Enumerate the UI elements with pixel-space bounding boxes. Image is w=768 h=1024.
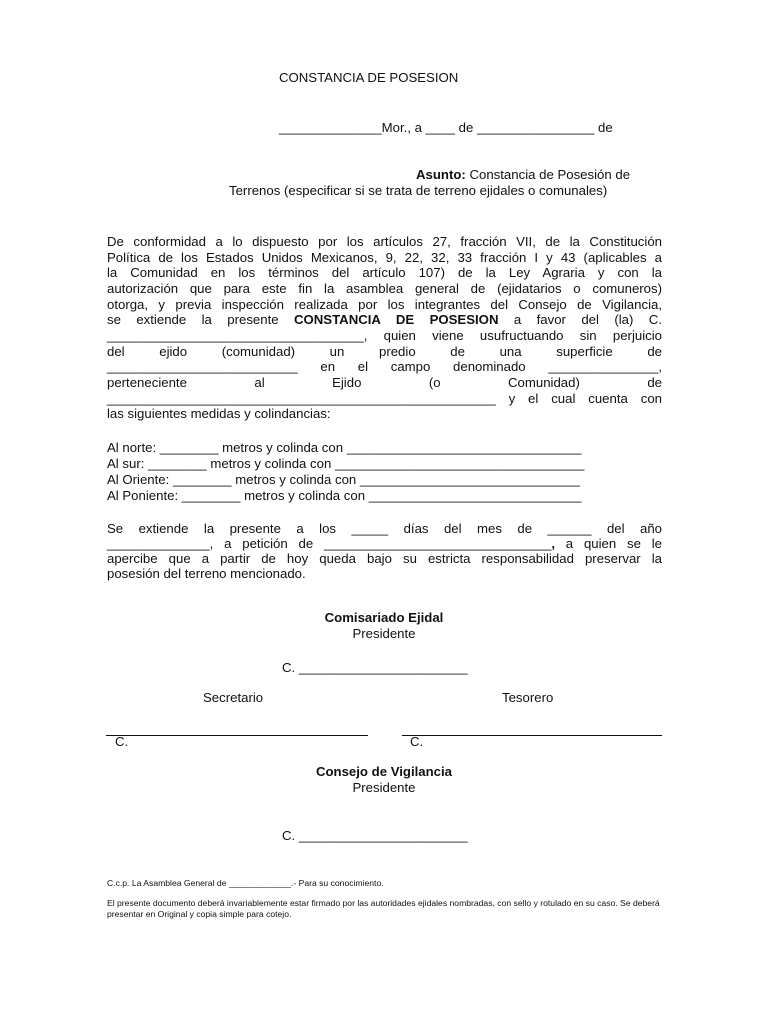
body-line: las siguientes medidas y colindancias: — [107, 406, 331, 421]
body-line: _____________________________________________________ y el cual cuenta con — [107, 391, 662, 406]
treasurer-label: Tesorero — [502, 690, 554, 705]
comisariado-heading: Comisariado Ejidal — [324, 610, 444, 625]
boundary-south: Al sur: ________ metros y colinda con __________________________________ — [107, 456, 585, 471]
body-text: se extiende la presente — [107, 312, 294, 327]
boundary-north: Al norte: ________ metros y colinda con ________________________________ — [107, 440, 582, 455]
body-line: perteneciente al Ejido (o Comunidad) de — [107, 375, 662, 390]
body-line: del ejido (comunidad) un predio de una superficie de — [107, 344, 662, 359]
body-line — [107, 312, 662, 328]
closing-comma: , — [551, 536, 556, 551]
subject-line-2: Terrenos (especificar si se trata de terreno ejidales o comunales) — [229, 183, 608, 198]
boundary-west: Al Poniente: ________ metros y colinda con _____________________________ — [107, 488, 582, 503]
subject-line-1 — [416, 167, 630, 183]
body-line: la Comunidad en los términos del artículo 107) de la Ley Agraria y con la — [107, 265, 662, 280]
closing-line: apercibe que a partir de hoy queda bajo su estricta responsabilidad preservar la — [107, 551, 662, 566]
body-line: autorización que para este fin la asamblea general de (ejidatarios o comuneros) — [107, 281, 662, 296]
body-line: De conformidad a lo dispuesto por los artículos 27, fracción VII, de la Constitución — [107, 234, 662, 249]
body-line: ___________________________________, quien viene usufructuando sin perjuicio — [107, 328, 662, 343]
president-1-signature: C. _______________________ — [282, 660, 468, 675]
body-text: a favor del (la) C. — [498, 312, 662, 327]
body-line: Política de los Estados Unidos Mexicanos, 9, 22, 32, 33 fracción I y 43 (aplicables a — [107, 250, 662, 265]
subject-label: Asunto: — [416, 167, 466, 182]
closing-line: Se extiende la presente a los _____ días del mes de ______ del año — [107, 521, 662, 536]
secretary-c: C. — [115, 734, 129, 749]
secretary-signature-line — [106, 735, 368, 736]
body-line: __________________________ en el campo denominado _______________, — [107, 359, 662, 374]
document-title: CONSTANCIA DE POSESION — [279, 70, 459, 85]
president-1-label: Presidente — [352, 626, 416, 641]
footer-note: El presente documento deberá invariablemente estar firmado por las autoridades ejidales nombradas, con sello y rotulado en su caso. Se deberá presentar en Original y copia simple para cotejo. — [107, 898, 660, 919]
president-2-signature: C. _______________________ — [282, 828, 468, 843]
body-line: otorga, y previa inspección realizada por los integrantes del Consejo de Vigilancia, — [107, 297, 662, 312]
treasurer-c: C. — [410, 734, 424, 749]
closing-text: a quien se le — [555, 536, 662, 551]
president-2-label: Presidente — [352, 780, 416, 795]
ccp-line: C.c.p. La Asamblea General de _____________.- Para su conocimiento. — [107, 878, 384, 888]
closing-line — [107, 536, 662, 552]
closing-line: posesión del terreno mencionado. — [107, 566, 306, 581]
consejo-heading: Consejo de Vigilancia — [315, 764, 453, 779]
closing-text: ______________, a petición de _______________________________ — [107, 536, 552, 551]
treasurer-signature-line — [402, 735, 662, 736]
date-line: ______________Mor., a ____ de ________________ de — [279, 120, 613, 135]
subject-text: Constancia de Posesión de — [465, 167, 631, 182]
secretary-label: Secretario — [203, 690, 264, 705]
boundary-east: Al Oriente: ________ metros y colinda con ______________________________ — [107, 472, 580, 487]
constancia-emphasis: CONSTANCIA DE POSESION — [294, 312, 499, 327]
